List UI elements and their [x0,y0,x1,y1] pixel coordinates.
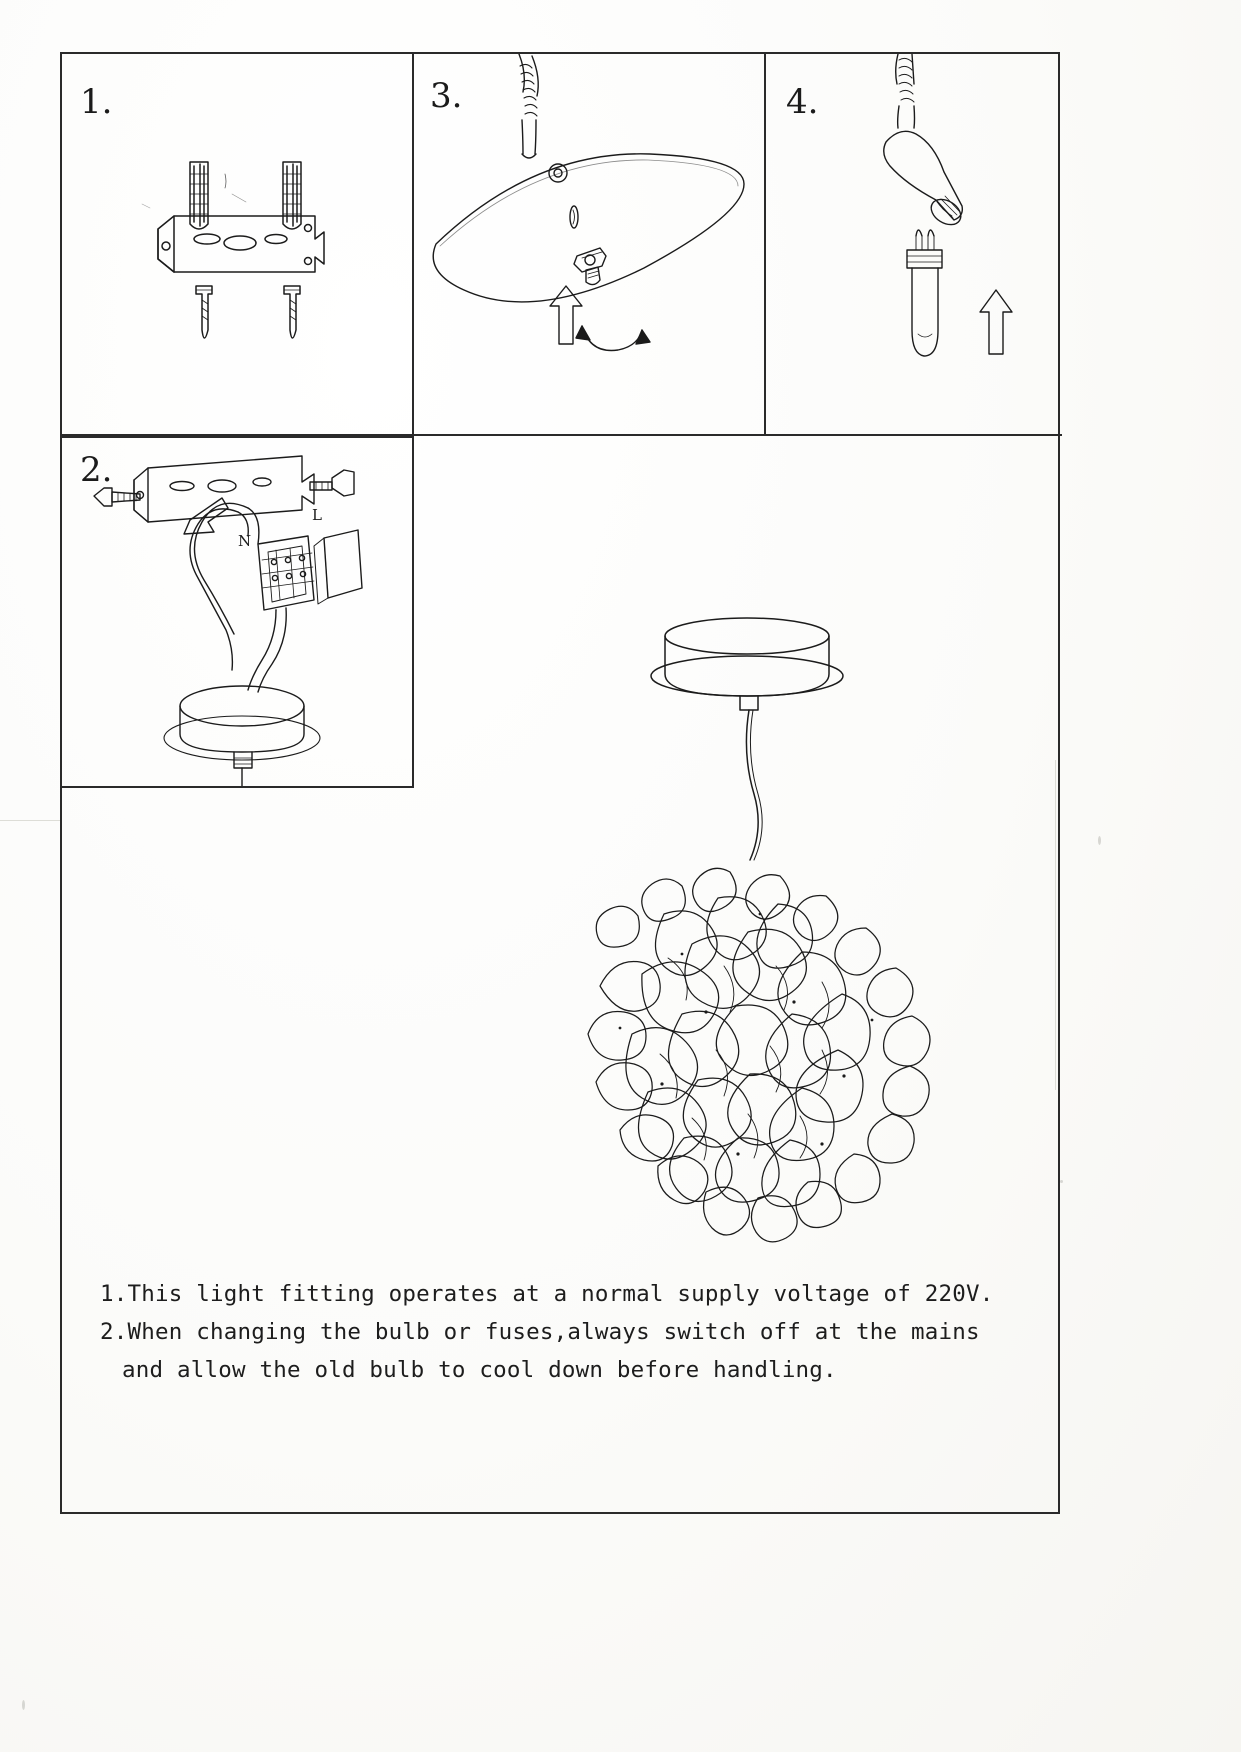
terminal-label-n: N [238,532,252,550]
note-line-2: 2.When changing the bulb or fuses,always switch off at the mains [100,1318,980,1345]
note-line-3: and allow the old bulb to cool down before handling. [122,1356,837,1383]
scan-streak [0,820,62,821]
pendant-lamp-illustration [492,614,1012,1274]
scan-speck [22,1700,25,1710]
note-line-1: 1.This light fitting operates at a normal supply voltage of 220V. [100,1281,994,1307]
pendant-lamp-artwork [492,614,1012,1274]
panel-4-number: 4. [786,82,819,122]
instruction-sheet [60,52,1060,1514]
panel-1-number: 1. [80,82,113,122]
panel-step-1 [62,54,414,436]
panel-2-number: 2. [80,450,113,490]
panel-step-4 [766,54,1062,436]
scan-speck [1098,836,1101,845]
panel-3-number: 3. [430,76,463,116]
panel-step-2 [62,436,414,788]
scan-speck [1060,1180,1063,1183]
panel-1-artwork [62,54,414,436]
panel-step-3 [414,54,766,436]
terminal-label-l: L [312,506,322,524]
panel-3-artwork [414,54,766,436]
panel-4-artwork [766,54,1062,436]
safety-notes [100,1276,1040,1389]
panel-2-artwork [62,438,414,788]
